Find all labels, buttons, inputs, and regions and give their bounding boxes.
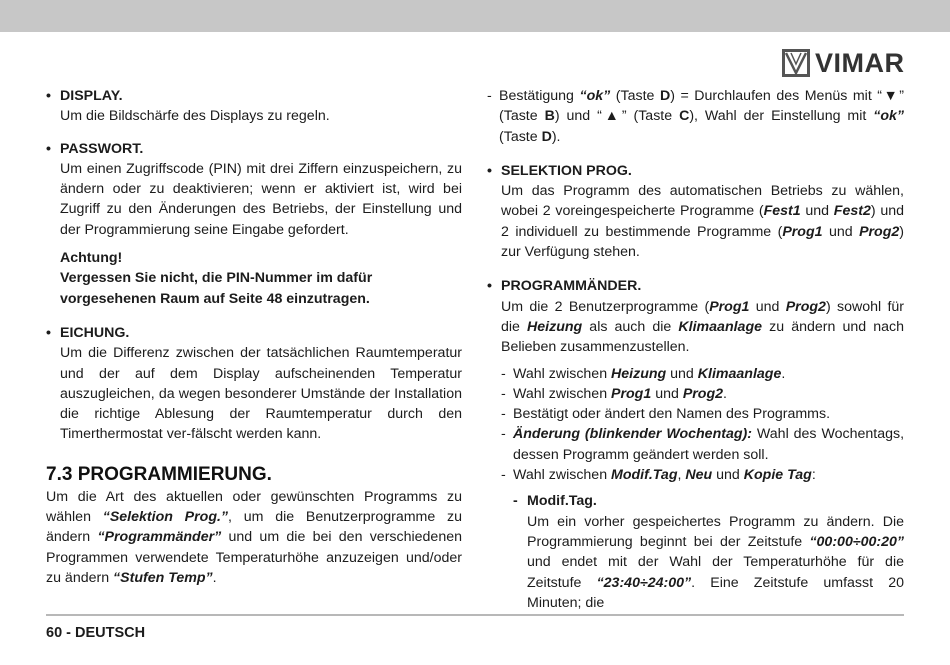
program-change-heading: • PROGRAMMÄNDER.: [487, 278, 642, 295]
list-item: - Wahl zwischen Prog1 und Prog2.: [501, 385, 727, 402]
password-heading: • PASSWORT.: [46, 140, 144, 157]
selection-heading: • SELEKTION PROG.: [487, 162, 632, 179]
password-text: Um einen Zugriffscode (PIN) mit drei Ziffern einzuspeichern, zu ändern oder zu deaktivieren; wenn er aktiviert ist, wird bei Zugriff zu den Änderungen des Betriebs, der Einstellung und der Programmierung seine Eingabe gefordert.: [60, 160, 462, 238]
warning-text: Vergessen Sie nicht, die PIN-Nummer im dafür vorgesehenen Raum auf Seite 48 einzutragen.: [60, 270, 373, 307]
display-text: Um die Bildschärfe des Displays zu regeln.: [60, 108, 330, 125]
warning-heading: Achtung!: [60, 250, 123, 267]
right-column: [487, 86, 904, 613]
vimar-logo: [782, 47, 905, 79]
list-item: - Änderung (blinkender Wochentag): Wahl des Wochentags, dessen Programm geändert werden soll.: [501, 426, 905, 463]
program-change-text: Um die 2 Benutzerprogramme (Prog1 und Prog2) sowohl für die Heizung als auch die Klimaanlage zu ändern und nach Belieben zusammenzustellen.: [501, 298, 905, 356]
footer-divider: [46, 614, 904, 616]
calibration-heading: • EICHUNG.: [46, 324, 130, 341]
modif-tag-heading: - Modif.Tag.: [513, 493, 597, 510]
page-number: 60 - DEUTSCH: [46, 625, 146, 641]
top-bar: [0, 0, 950, 32]
vimar-logo-icon: [782, 49, 810, 77]
selection-text: Um das Programm des automatischen Betriebs zu wählen, wobei 2 voreingespeicherte Programme (Fest1 und Fest2) und 2 individuell zu bestimmende Programme (Prog1 und Prog2) zur Verfügung stehen.: [501, 183, 905, 261]
programming-text: Um die Art des aktuellen oder gewünschten Programms zu wählen “Selektion Prog.”, um die Benutzerprogramme zu ändern “Programmänder” und um die bei den verschiedenen Programmen verwendete Temperaturhöhe anzuzeigen und/oder zu ändern “Stufen Temp”.: [46, 488, 462, 586]
list-item: - Wahl zwischen Modif.Tag, Neu und Kopie Tag:: [501, 467, 816, 484]
display-heading: • DISPLAY.: [46, 88, 123, 104]
list-item: - Wahl zwischen Heizung und Klimaanlage.: [501, 365, 786, 382]
calibration-text: Um die Differenz zwischen der tatsächlichen Raumtemperatur und der auf dem Display aufscheinenden Temperatur auszugleichen, da wegen besonderer Umstände der Installation die richtige Ablesung der Raumtemperatur durch den Timerthermostat ver-fälscht werden kann.: [60, 345, 462, 443]
left-column: [46, 86, 462, 588]
section-title: 7.3 PROGRAMMIERUNG.: [46, 463, 272, 485]
modif-tag-text: Um ein vorher gespeichertes Programm zu ändern. Die Programmierung beginnt bei der Zeitstufe “00:00÷00:20” und endet mit der Wahl der Temperaturhöhe für die Zeitstufe “23:40÷24:00”. Eine Zeitstufe umfasst 20 Minuten; die: [527, 513, 904, 611]
confirmation-text: - Bestätigung “ok” (Taste D) = Durchlaufen des Menüs mit “▼” (Taste B) und “▲” (Taste C), Wahl der Einstellung mit “ok” (Taste D).: [487, 88, 905, 145]
brand-name: VIMAR: [815, 48, 905, 78]
list-item: - Bestätigt oder ändert den Namen des Programms.: [501, 406, 831, 423]
